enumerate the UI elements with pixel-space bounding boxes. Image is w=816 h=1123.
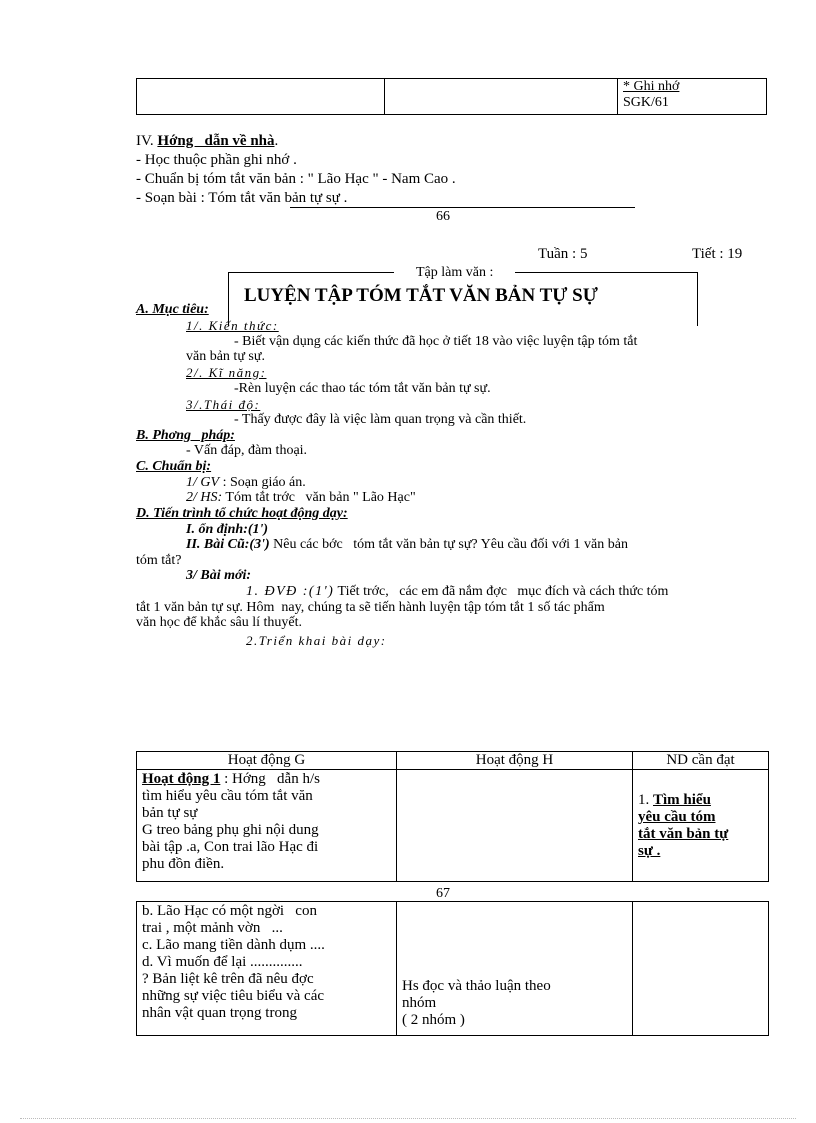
continuation-table bbox=[136, 901, 769, 1036]
lesson-title: LUYỆN TẬP TÓM TẮT VĂN BẢN TỰ SỰ bbox=[244, 285, 598, 306]
activity-1-text: bài tập .a, Con trai lão Hạc đi bbox=[142, 839, 319, 855]
homework-line: - Soạn bài : Tóm tắt văn bản tự sự . bbox=[136, 190, 348, 206]
old-lesson-label: II. Bài Cũ:(3') bbox=[186, 537, 270, 552]
activity-nd-cell bbox=[633, 770, 769, 882]
activity-1-label: Hoạt động 1 bbox=[142, 771, 221, 787]
stabilize-step: I. ổn định:(1') bbox=[186, 522, 269, 537]
gv-text: : Soạn giáo án. bbox=[222, 475, 306, 490]
homework-line: - Chuẩn bị tóm tắt văn bản : " Lão Hạc " - Nam Cao . bbox=[136, 171, 456, 187]
dvd-text: văn học để khắc sâu lí thuyết. bbox=[136, 615, 303, 630]
subject-label: Tập làm văn : bbox=[394, 265, 515, 281]
activity-h-cell bbox=[397, 770, 633, 882]
page-number: 67 bbox=[436, 886, 450, 901]
top-table bbox=[136, 78, 767, 115]
hs-text: Tóm tắt trớc văn bản " Lão Hạc" bbox=[225, 490, 416, 505]
homework-line: - Học thuộc phần ghi nhớ . bbox=[136, 152, 297, 168]
cont-g-line: b. Lão Hạc có một ngời con bbox=[142, 903, 317, 919]
cont-g-line: trai , một mảnh vờn ... bbox=[142, 920, 283, 936]
old-lesson-text: Nêu các bớc tóm tắt văn bản tự sự? Yêu cầu đối với 1 văn bản bbox=[273, 537, 628, 552]
cont-h-line: Hs đọc và thảo luận theo bbox=[402, 978, 551, 994]
homework-num: IV. bbox=[136, 133, 154, 149]
sgk-ref: SGK/61 bbox=[623, 95, 669, 110]
dvd-text: tắt 1 văn bản tự sự. Hôm nay, chúng ta sẽ tiến hành luyện tập tóm tắt 1 số tác phẩm bbox=[136, 600, 605, 615]
cont-g-line: d. Vì muốn để lại .............. bbox=[142, 954, 303, 970]
homework-dot: . bbox=[274, 133, 279, 149]
col-header-nd: ND cần đạt bbox=[633, 752, 769, 770]
page-number: 66 bbox=[436, 209, 450, 224]
prep-heading: C. Chuẩn bị: bbox=[136, 459, 212, 474]
knowledge-text: - Biết vận dụng các kiến thức đã học ở tiết 18 vào việc luyện tập tóm tắt bbox=[234, 334, 638, 349]
footer-rule bbox=[290, 207, 635, 208]
cont-g-line: c. Lão mang tiền dành dụm .... bbox=[142, 937, 325, 953]
knowledge-label: 1/. Kiến thức: bbox=[186, 318, 279, 333]
ghi-nho-label: * Ghi nhớ bbox=[623, 79, 680, 94]
activity-1-text: bản tự sự bbox=[142, 805, 198, 821]
activity-table bbox=[136, 751, 769, 882]
top-table-cell bbox=[137, 79, 385, 115]
skills-text: -Rèn luyện các thao tác tóm tắt văn bản tự sự. bbox=[234, 381, 491, 396]
old-lesson-text: tóm tắt? bbox=[136, 553, 182, 568]
top-table-cell bbox=[385, 79, 618, 115]
process-heading: D. Tiến trình tổ chức hoạt động dạy: bbox=[136, 506, 348, 521]
cont-h-line: nhóm bbox=[402, 995, 437, 1011]
trien-khai-label: 2.Triển khai bài dạy: bbox=[246, 633, 387, 648]
skills-label: 2/. Kĩ năng: bbox=[186, 365, 267, 380]
page-bottom-rule bbox=[20, 1118, 796, 1119]
activity-1-text: phu đồn điền. bbox=[142, 856, 225, 872]
hs-label: 2/ HS: bbox=[186, 490, 223, 505]
week-label: Tuần : 5 bbox=[538, 246, 588, 262]
nd-heading: tắt văn bản tự bbox=[638, 826, 729, 842]
prep-hs bbox=[186, 490, 416, 506]
prep-gv bbox=[186, 475, 306, 491]
gv-label: 1/ GV bbox=[186, 475, 220, 490]
top-table-cell bbox=[618, 79, 767, 115]
cont-g-line: ? Bản liệt kê trên đã nêu đợc bbox=[142, 971, 314, 987]
dvd-line bbox=[246, 584, 668, 600]
col-header-g: Hoạt động G bbox=[137, 752, 397, 770]
dvd-label: 1. ĐVĐ :(1') bbox=[246, 584, 335, 599]
activity-1-text: G treo bảng phụ ghi nội dung bbox=[142, 822, 319, 838]
cont-g-cell bbox=[137, 902, 397, 1036]
attitude-label: 3/.Thái độ: bbox=[186, 397, 261, 412]
old-lesson-step bbox=[186, 537, 628, 553]
nd-heading: Tìm hiểu bbox=[653, 792, 711, 808]
objectives-heading: A. Mục tiêu: bbox=[136, 302, 209, 317]
cont-h-cell bbox=[397, 902, 633, 1036]
new-lesson-step: 3/ Bài mới: bbox=[186, 568, 252, 583]
method-text: - Vấn đáp, đàm thoại. bbox=[186, 443, 308, 458]
attitude-text: - Thấy được đây là việc làm quan trọng và cần thiết. bbox=[234, 412, 527, 427]
activity-g-cell bbox=[137, 770, 397, 882]
dvd-text: Tiết trớc, các em đã nắm đợc mục đích và cách thức tóm bbox=[337, 584, 669, 599]
cont-h-line: ( 2 nhóm ) bbox=[402, 1012, 465, 1028]
activity-1-text: tìm hiểu yêu cầu tóm tắt văn bbox=[142, 788, 313, 804]
cont-nd-cell bbox=[633, 902, 769, 1036]
cont-g-line: nhân vật quan trọng trong bbox=[142, 1005, 297, 1021]
col-header-h: Hoạt động H bbox=[397, 752, 633, 770]
homework-title: Hớng dẫn về nhà bbox=[157, 133, 275, 149]
homework-heading bbox=[136, 133, 278, 150]
cont-g-line: những sự việc tiêu biểu và các bbox=[142, 988, 325, 1004]
method-heading: B. Phơng pháp: bbox=[136, 428, 235, 443]
nd-heading: sự . bbox=[638, 843, 661, 859]
period-label: Tiết : 19 bbox=[692, 246, 743, 262]
nd-heading: yêu cầu tóm bbox=[638, 809, 716, 825]
nd-num: 1. bbox=[638, 792, 650, 808]
knowledge-text: văn bản tự sự. bbox=[186, 349, 265, 364]
activity-1-text: : Hớng dẫn h/s bbox=[224, 771, 320, 787]
